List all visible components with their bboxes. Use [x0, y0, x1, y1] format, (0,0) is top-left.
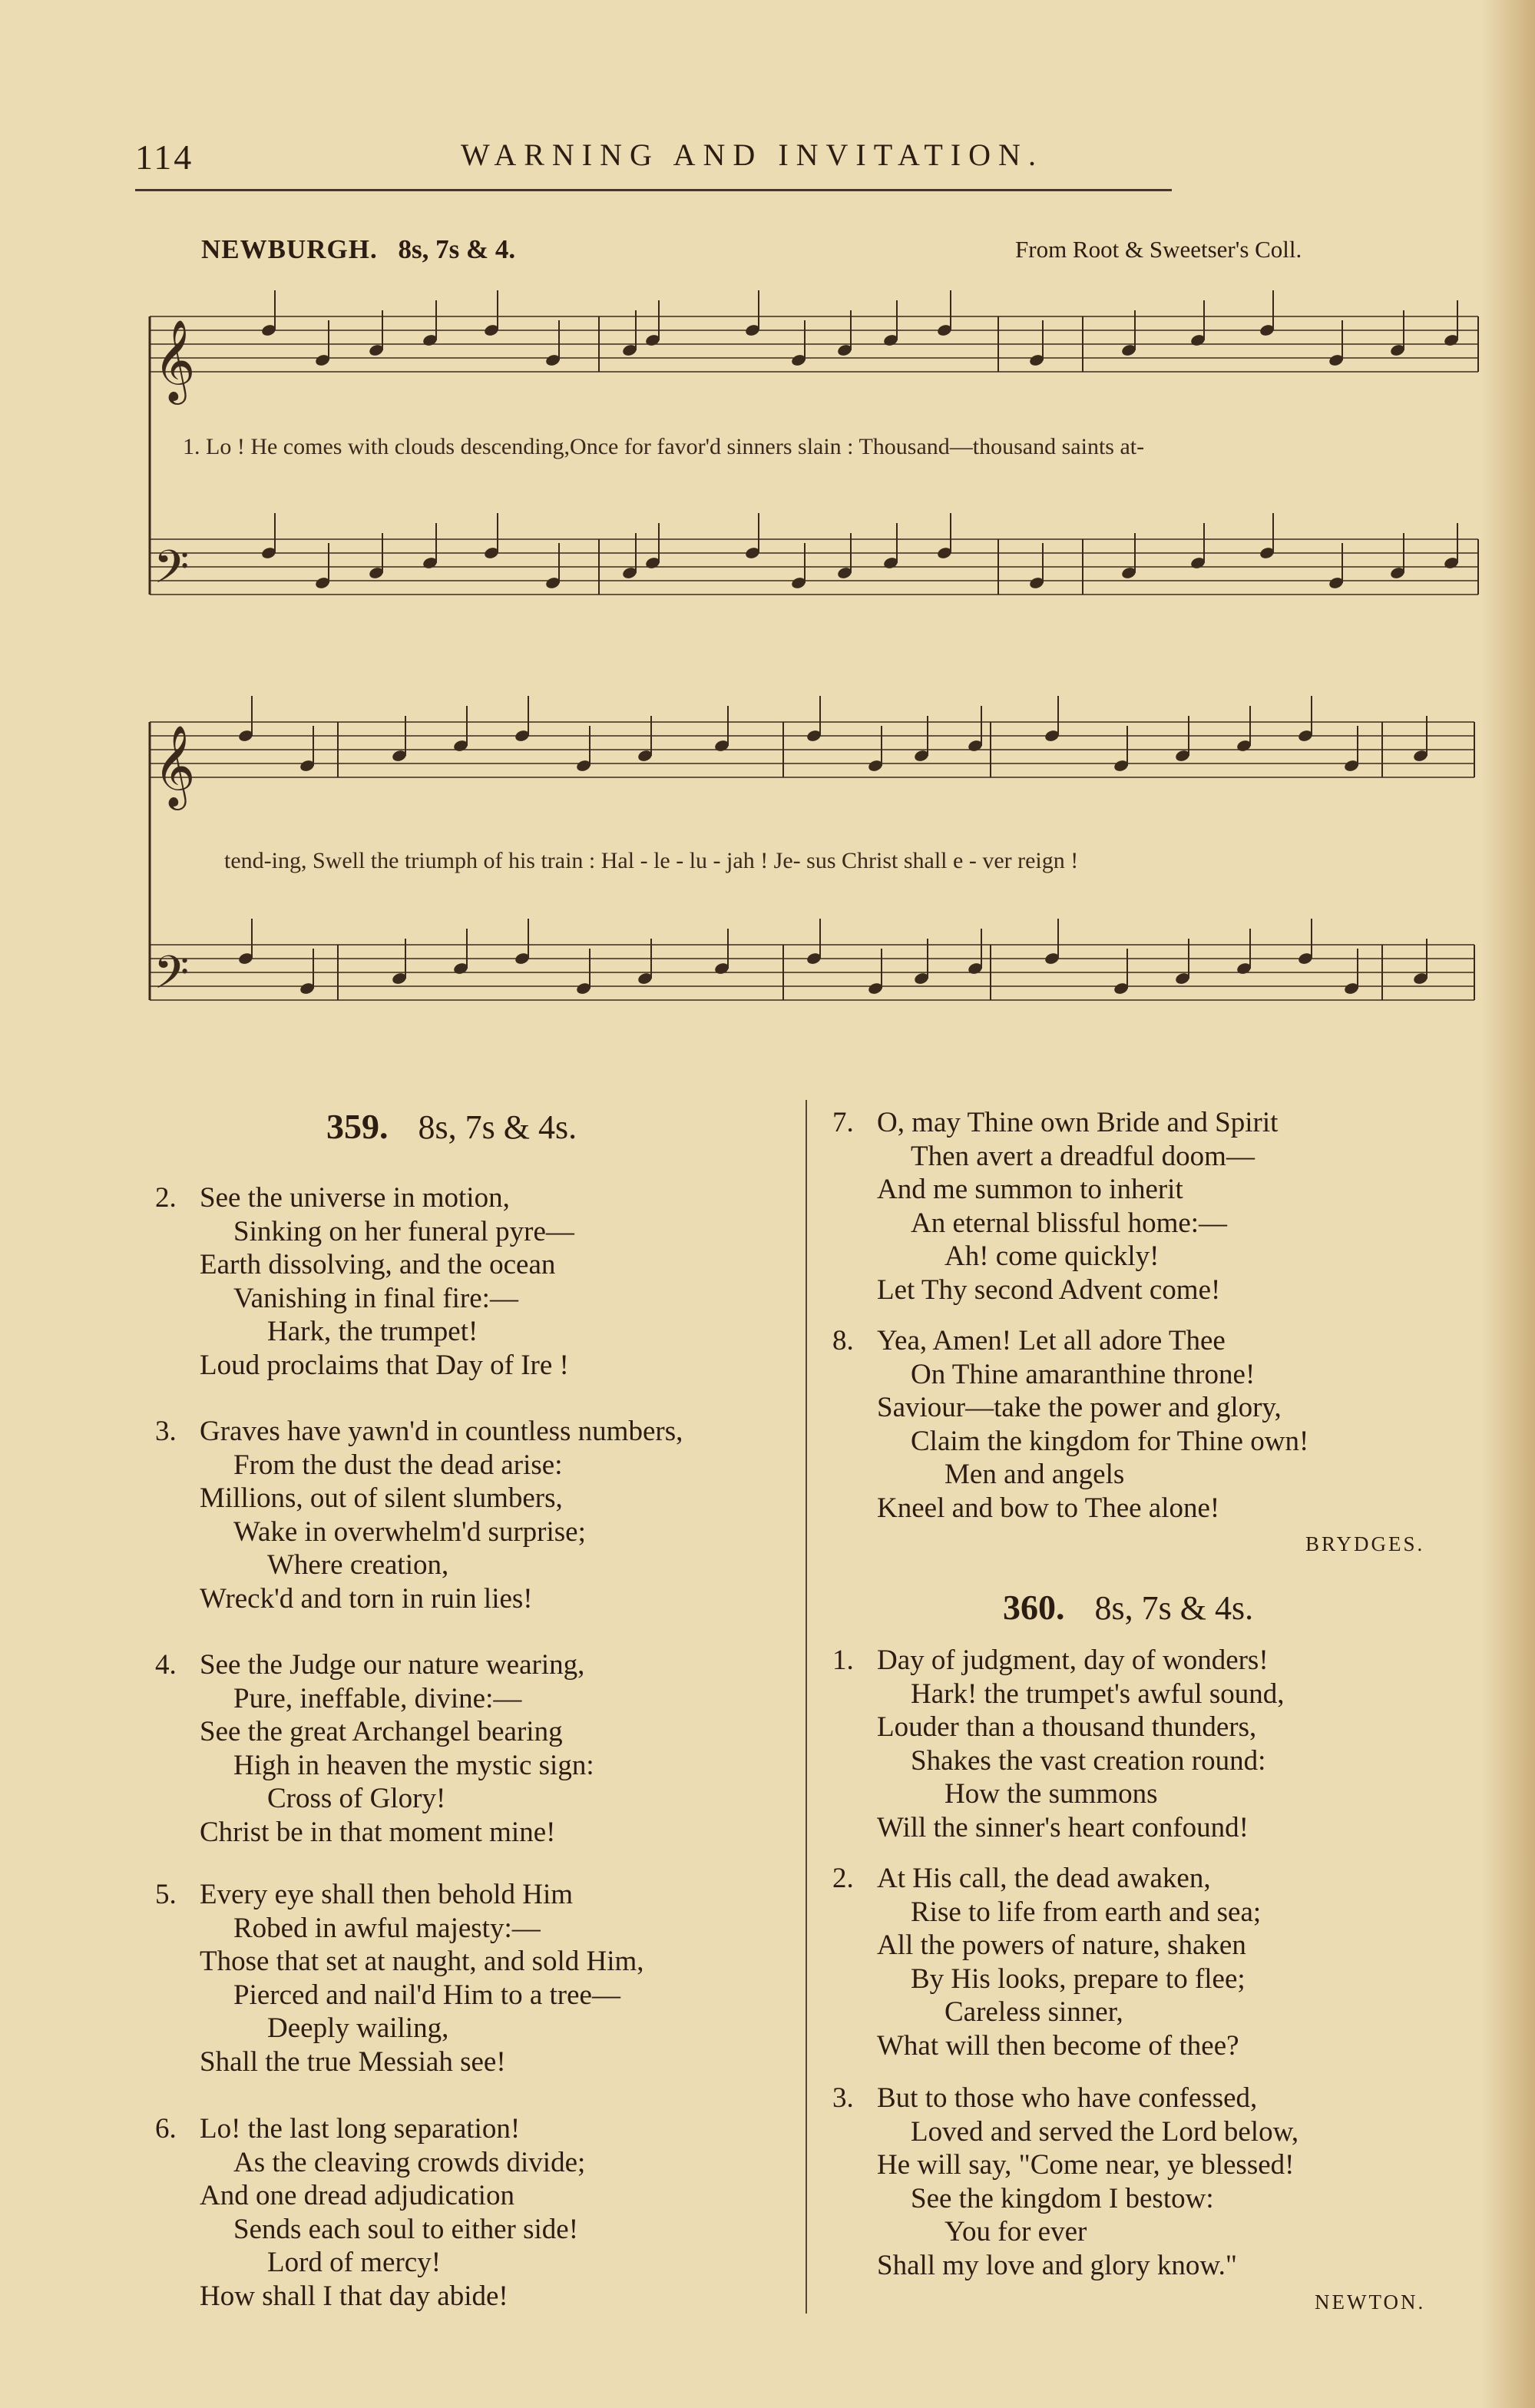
stanza-number: 3.: [155, 1416, 177, 1447]
stanza: [155, 2112, 586, 2313]
stanza-line: Kneel and bow to Thee alone!: [877, 1492, 1220, 1524]
tune-meter: 8s, 7s & 4.: [398, 234, 516, 264]
stanza-line: Millions, out of silent slumbers,: [200, 1482, 563, 1514]
stanza-line: But to those who have confessed,: [877, 2082, 1258, 2114]
stanza-number: 5.: [155, 1879, 177, 1910]
stanza-line: And me summon to inherit: [877, 1174, 1183, 1205]
stanza-line: Shakes the vast creation round:: [911, 1744, 1266, 1777]
stanza-line: High in heaven the mystic sign:: [233, 1749, 594, 1781]
clef: 𝄞: [154, 724, 196, 807]
stanza: [155, 1648, 594, 1849]
clef: 𝄢: [154, 540, 190, 604]
column-divider: [806, 1100, 807, 2314]
stanza-number: 4.: [155, 1649, 177, 1681]
hymn-360-meter: 8s, 7s & 4s.: [1094, 1589, 1254, 1627]
stanza-line: O, may Thine own Bride and Spirit: [877, 1107, 1279, 1138]
stanza-line: Sinking on her funeral pyre—: [233, 1215, 574, 1247]
stanza-line: Hark, the trumpet!: [267, 1316, 478, 1347]
stanza: [155, 1878, 644, 2078]
stanza-line: See the universe in motion,: [200, 1182, 510, 1214]
stanza-line: Vanishing in final fire:—: [233, 1282, 518, 1314]
stanza-line: And one dread adjudication: [200, 2180, 514, 2211]
stanza-number: 6.: [155, 2113, 177, 2145]
stanza-line: Wreck'd and torn in ruin lies!: [200, 1582, 533, 1615]
stanza-line: Let Thy second Advent come!: [877, 1274, 1221, 1306]
stanza-line: See the kingdom I bestow:: [911, 2182, 1214, 2214]
tune-name: NEWBURGH.: [201, 234, 378, 264]
stanza-line: Pierced and nail'd Him to a tree—: [233, 1979, 620, 2011]
stanza-line: Cross of Glory!: [267, 1783, 446, 1814]
stanza-number: 2.: [832, 1863, 854, 1894]
stanza-line: Saviour—take the power and glory,: [877, 1392, 1282, 1423]
stanza-line: Hark! the trumpet's awful sound,: [911, 1678, 1285, 1710]
clef: 𝄞: [154, 319, 196, 401]
stanza: [832, 1324, 1309, 1525]
stanza-line: Day of judgment, day of wonders!: [877, 1645, 1269, 1676]
stanza-line: Louder than a thousand thunders,: [877, 1711, 1257, 1743]
stanza-line: All the powers of nature, shaken: [877, 1929, 1246, 1961]
stanza-line: Loud proclaims that Day of Ire !: [200, 1349, 569, 1381]
stanza-line: At His call, the dead awaken,: [877, 1863, 1211, 1894]
stanza: [832, 2082, 1299, 2282]
music-score: [0, 0, 1535, 1091]
hymn-359-author: BRYDGES.: [1305, 1532, 1425, 1555]
hymn-360-number: 360.: [1003, 1588, 1065, 1627]
stanza-line: See the great Archangel bearing: [200, 1716, 563, 1747]
stanza: [155, 1181, 574, 1382]
stanza-line: Earth dissolving, and the ocean: [200, 1249, 556, 1280]
stanza-line: How shall I that day abide!: [200, 2280, 508, 2312]
stanza-number: 7.: [832, 1107, 854, 1138]
stanza-line: Will the sinner's heart confound!: [877, 1811, 1249, 1843]
stanza-line: How the summons: [944, 1778, 1158, 1810]
stanza-line: You for ever: [944, 2216, 1087, 2247]
stanza-line: Shall the true Messiah see!: [200, 2045, 506, 2078]
stanza-number: 1.: [832, 1645, 854, 1676]
stanza-line: Deeply wailing,: [267, 2012, 449, 2044]
stanza-line: Yea, Amen! Let all adore Thee: [877, 1325, 1226, 1356]
clef: 𝄢: [154, 946, 190, 1010]
stanza-line: Lord of mercy!: [267, 2247, 442, 2278]
stanza-line: Loved and served the Lord below,: [911, 2115, 1299, 2148]
tune-source: From Root & Sweetser's Coll.: [1015, 236, 1302, 263]
stanza-line: Sends each soul to either side!: [233, 2213, 579, 2245]
stanza-line: Every eye shall then behold Him: [200, 1879, 574, 1910]
stanza-line: Christ be in that moment mine!: [200, 1816, 556, 1848]
hymn-359-number: 359.: [326, 1107, 389, 1146]
stanza-line: See the Judge our nature wearing,: [200, 1649, 585, 1681]
stanza-line: Shall my love and glory know.": [877, 2249, 1237, 2281]
stanza-line: Ah! come quickly!: [944, 1240, 1160, 1272]
stanza: [155, 1415, 683, 1615]
hymn-359-meter: 8s, 7s & 4s.: [418, 1108, 577, 1146]
stanza-line: Lo! the last long separation!: [200, 2113, 521, 2145]
hymn-360-author: NEWTON.: [1315, 2290, 1426, 2314]
stanza-number: 2.: [155, 1182, 177, 1214]
stanza: [832, 1644, 1285, 1844]
stanza-line: Careless sinner,: [944, 1996, 1123, 2028]
tune-lyric-line-2: tend-ing, Swell the triumph of his train : Hal - le - lu - jah ! Je- sus Christ shall e - ver reign !: [224, 848, 1079, 873]
tune-lyric-line-1: 1. Lo ! He comes with clouds descending,Once for favor'd sinners slain : Thousand—thousand saints at-: [183, 434, 1145, 459]
stanza: [832, 1106, 1279, 1307]
stanza-line: Then avert a dreadful doom—: [911, 1140, 1255, 1172]
stanza-line: Pure, ineffable, divine:—: [233, 1682, 522, 1714]
page-number: 114: [135, 137, 194, 177]
stanza-line: He will say, "Come near, ye blessed!: [877, 2149, 1295, 2181]
stanza-line: Robed in awful majesty:—: [233, 1912, 541, 1944]
stanza: [832, 1862, 1262, 2062]
stanza-line: Those that set at naught, and sold Him,: [200, 1946, 644, 1977]
stanza-line: Where creation,: [267, 1549, 449, 1581]
stanza-line: From the dust the dead arise:: [233, 1449, 563, 1481]
stanza-line: Rise to life from earth and sea;: [911, 1896, 1262, 1928]
stanza-line: Claim the kingdom for Thine own!: [911, 1425, 1309, 1457]
running-title: WARNING AND INVITATION.: [461, 137, 1044, 172]
hymn-360-heading: [1003, 1587, 1253, 1628]
stanza-line: Men and angels: [944, 1459, 1125, 1490]
stanza-line: Wake in overwhelm'd surprise;: [233, 1515, 586, 1548]
stanza-number: 3.: [832, 2082, 854, 2114]
stanza-number: 8.: [832, 1325, 854, 1356]
stanza-line: As the cleaving crowds divide;: [233, 2146, 586, 2178]
stanza-line: What will then become of thee?: [877, 2029, 1239, 2062]
stanza-line: An eternal blissful home:—: [911, 1207, 1228, 1239]
hymn-359-heading: [326, 1106, 577, 1147]
stanza-line: Graves have yawn'd in countless numbers,: [200, 1416, 683, 1447]
stanza-line: On Thine amaranthine throne!: [911, 1358, 1255, 1390]
stanza-line: By His looks, prepare to flee;: [911, 1963, 1246, 1995]
